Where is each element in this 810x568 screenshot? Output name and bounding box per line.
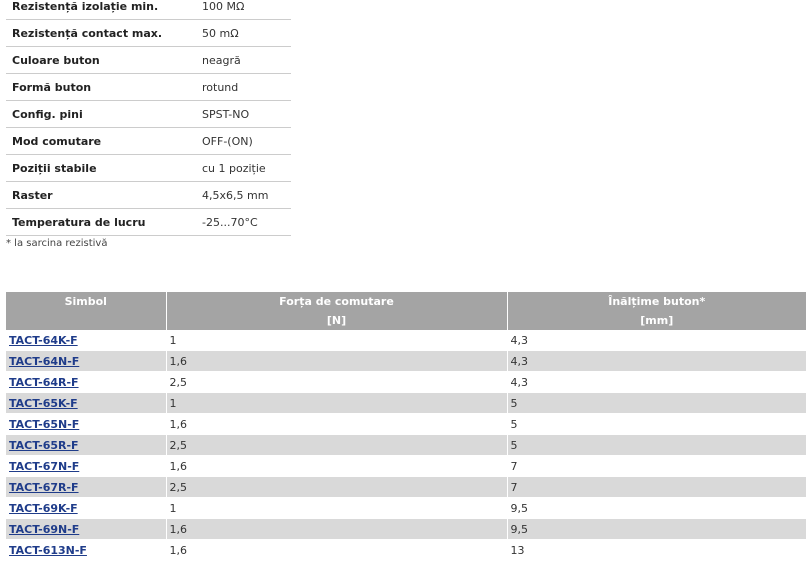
product-link[interactable]: TACT-69N-F: [9, 522, 80, 536]
product-link[interactable]: TACT-67R-F: [9, 480, 79, 494]
product-link[interactable]: TACT-613N-F: [9, 543, 87, 557]
product-link[interactable]: TACT-65R-F: [9, 438, 79, 452]
height-cell: 7: [507, 477, 806, 498]
symbol-cell: [6, 414, 166, 435]
spec-value: OFF-(ON): [202, 128, 291, 155]
spec-row: [6, 101, 291, 128]
resistive-load-note: * la sarcina rezistivă: [6, 238, 108, 249]
spec-row: [6, 20, 291, 47]
product-link[interactable]: TACT-65N-F: [9, 417, 80, 431]
product-link[interactable]: TACT-65K-F: [9, 396, 78, 410]
spec-value: 100 MΩ: [202, 0, 291, 20]
spec-label: Formă buton: [6, 74, 202, 101]
force-cell: 1,6: [166, 540, 507, 561]
symbol-cell: [6, 372, 166, 393]
force-cell: 1,6: [166, 351, 507, 372]
spec-label: Rezistență izolație min.: [6, 0, 202, 20]
height-cell: 9,5: [507, 519, 806, 540]
table-row: [6, 351, 806, 372]
force-cell: 1: [166, 393, 507, 414]
table-row: [6, 498, 806, 519]
spec-label: Raster: [6, 182, 202, 209]
product-link[interactable]: TACT-67N-F: [9, 459, 80, 473]
unit-force: [N]: [166, 311, 507, 330]
product-link[interactable]: TACT-69K-F: [9, 501, 78, 515]
height-cell: 4,3: [507, 351, 806, 372]
force-cell: 2,5: [166, 435, 507, 456]
force-cell: 1,6: [166, 519, 507, 540]
spec-table: [6, 0, 291, 236]
col-header-height: Înălțime buton*: [507, 292, 806, 311]
col-header-symbol: Simbol: [6, 292, 166, 311]
symbol-cell: [6, 540, 166, 561]
height-cell: 9,5: [507, 498, 806, 519]
spec-label: Config. pini: [6, 101, 202, 128]
spec-label: Temperatura de lucru: [6, 209, 202, 236]
product-link[interactable]: TACT-64N-F: [9, 354, 80, 368]
table-row: [6, 519, 806, 540]
col-header-force: Forța de comutare: [166, 292, 507, 311]
table-row: [6, 393, 806, 414]
spec-label: Rezistență contact max.: [6, 20, 202, 47]
symbol-cell: [6, 435, 166, 456]
spec-row: [6, 155, 291, 182]
spec-value: rotund: [202, 74, 291, 101]
table-row: [6, 435, 806, 456]
table-row: [6, 330, 806, 351]
height-cell: 5: [507, 435, 806, 456]
table-row: [6, 372, 806, 393]
unit-height: [mm]: [507, 311, 806, 330]
spec-label: Culoare buton: [6, 47, 202, 74]
unit-symbol: [6, 311, 166, 330]
symbol-cell: [6, 330, 166, 351]
spec-label: Poziții stabile: [6, 155, 202, 182]
table-row: [6, 477, 806, 498]
symbol-cell: [6, 477, 166, 498]
symbol-cell: [6, 498, 166, 519]
spec-row: [6, 0, 291, 20]
spec-value: -25...70°C: [202, 209, 291, 236]
force-cell: 1: [166, 498, 507, 519]
spec-row: [6, 47, 291, 74]
height-cell: 4,3: [507, 372, 806, 393]
table-row: [6, 540, 806, 561]
force-cell: 1,6: [166, 456, 507, 477]
spec-value: 50 mΩ: [202, 20, 291, 47]
height-cell: 5: [507, 414, 806, 435]
table-row: [6, 456, 806, 477]
units-row: [6, 311, 806, 330]
header-row: [6, 292, 806, 311]
symbol-cell: [6, 393, 166, 414]
product-table: [6, 292, 806, 561]
force-cell: 2,5: [166, 477, 507, 498]
symbol-cell: [6, 351, 166, 372]
table-row: [6, 414, 806, 435]
product-link[interactable]: TACT-64R-F: [9, 375, 79, 389]
spec-row: [6, 182, 291, 209]
symbol-cell: [6, 456, 166, 477]
spec-value: SPST-NO: [202, 101, 291, 128]
spec-value: cu 1 poziție: [202, 155, 291, 182]
height-cell: 13: [507, 540, 806, 561]
force-cell: 1: [166, 330, 507, 351]
height-cell: 5: [507, 393, 806, 414]
spec-value: neagră: [202, 47, 291, 74]
height-cell: 4,3: [507, 330, 806, 351]
spec-row: [6, 209, 291, 236]
spec-row: [6, 74, 291, 101]
spec-label: Mod comutare: [6, 128, 202, 155]
height-cell: 7: [507, 456, 806, 477]
spec-value: 4,5x6,5 mm: [202, 182, 291, 209]
force-cell: 1,6: [166, 414, 507, 435]
spec-row: [6, 128, 291, 155]
force-cell: 2,5: [166, 372, 507, 393]
product-link[interactable]: TACT-64K-F: [9, 333, 78, 347]
symbol-cell: [6, 519, 166, 540]
